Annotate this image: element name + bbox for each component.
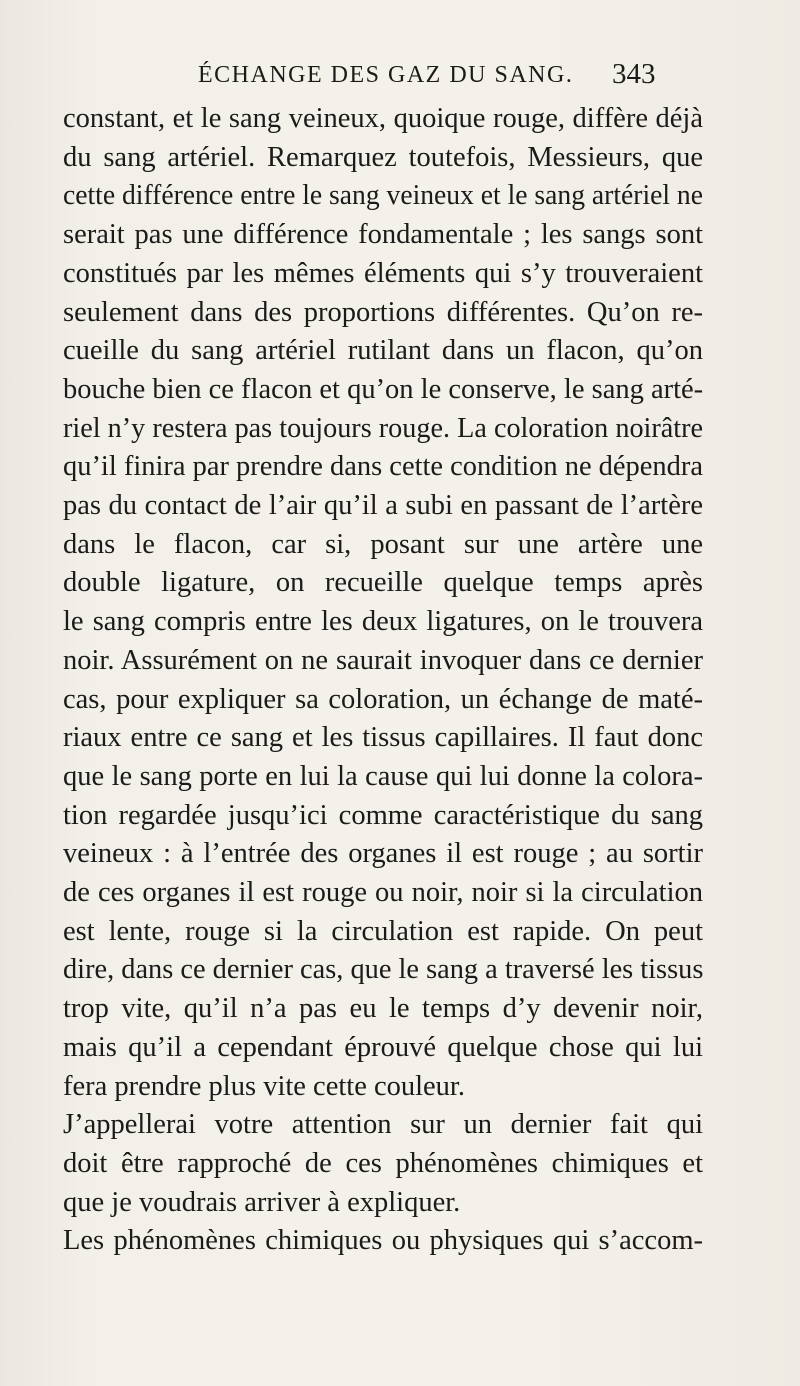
text-line: cueille du sang artériel rutilant dans un flacon, qu’on: [63, 335, 703, 367]
text-line: noir. Assurément on ne saurait invoquer dans ce dernier: [63, 644, 703, 676]
text-line: que le sang porte en lui la cause qui lui donne la colora-: [63, 760, 703, 792]
text-line: dans le flacon, car si, posant sur une artère une: [63, 528, 703, 560]
text-line: mais qu’il a cependant éprouvé quelque chose qui lui: [63, 1031, 703, 1063]
body-text: [63, 100, 703, 1261]
text-line: constant, et le sang veineux, quoique rouge, diffère déjà: [63, 103, 703, 134]
text-line: tion regardée jusqu’ici comme caractéristique du sang: [63, 799, 703, 831]
text-line: J’appellerai votre attention sur un dernier fait qui: [63, 1109, 703, 1141]
text-line: seulement dans des proportions différentes. Qu’on re-: [63, 296, 703, 328]
text-line: riel n’y restera pas toujours rouge. La coloration noirâtre: [63, 412, 704, 444]
text-line: pas du contact de l’air qu’il a subi en passant de l’artère: [63, 490, 703, 522]
text-line: est lente, rouge si la circulation est rapide. On peut: [63, 915, 703, 947]
text-line: qu’il finira par prendre dans cette condition ne dépendra: [63, 451, 703, 483]
text-line: bouche bien ce flacon et qu’on le conserve, le sang arté-: [63, 373, 704, 405]
text-line: trop vite, qu’il n’a pas eu le temps d’y devenir noir,: [63, 993, 703, 1025]
text-line: que je voudrais arriver à expliquer.: [63, 1186, 461, 1218]
text-line: doit être rapproché de ces phénomènes chimiques et: [63, 1147, 703, 1179]
text-line: dire, dans ce dernier cas, que le sang a traversé les tissus: [63, 954, 704, 986]
running-head: ÉCHANGE DES GAZ DU SANG.: [198, 62, 574, 88]
text-line: constitués par les mêmes éléments qui s’y trouveraient: [63, 257, 703, 289]
text-line: le sang compris entre les deux ligatures, on le trouvera: [63, 606, 703, 638]
text-line: serait pas une différence fondamentale ; les sangs sont: [63, 219, 703, 251]
page-header: [60, 58, 760, 98]
text-line: de ces organes il est rouge ou noir, noir si la circulation: [63, 877, 703, 909]
text-line: veineux : à l’entrée des organes il est rouge ; au sortir: [63, 838, 703, 870]
text-line: du sang artériel. Remarquez toutefois, Messieurs, que: [63, 141, 703, 173]
text-line: cas, pour expliquer sa coloration, un échange de maté-: [63, 683, 703, 715]
text-line: cette différence entre le sang veineux et le sang artériel ne: [63, 180, 703, 212]
text-line: double ligature, on recueille quelque temps après: [63, 567, 703, 599]
page-number: 343: [612, 58, 656, 90]
text-line: riaux entre ce sang et les tissus capillaires. Il faut donc: [63, 722, 703, 754]
text-line: fera prendre plus vite cette couleur.: [63, 1070, 465, 1102]
text-line: Les phénomènes chimiques ou physiques qui s’accom-: [63, 1225, 703, 1257]
